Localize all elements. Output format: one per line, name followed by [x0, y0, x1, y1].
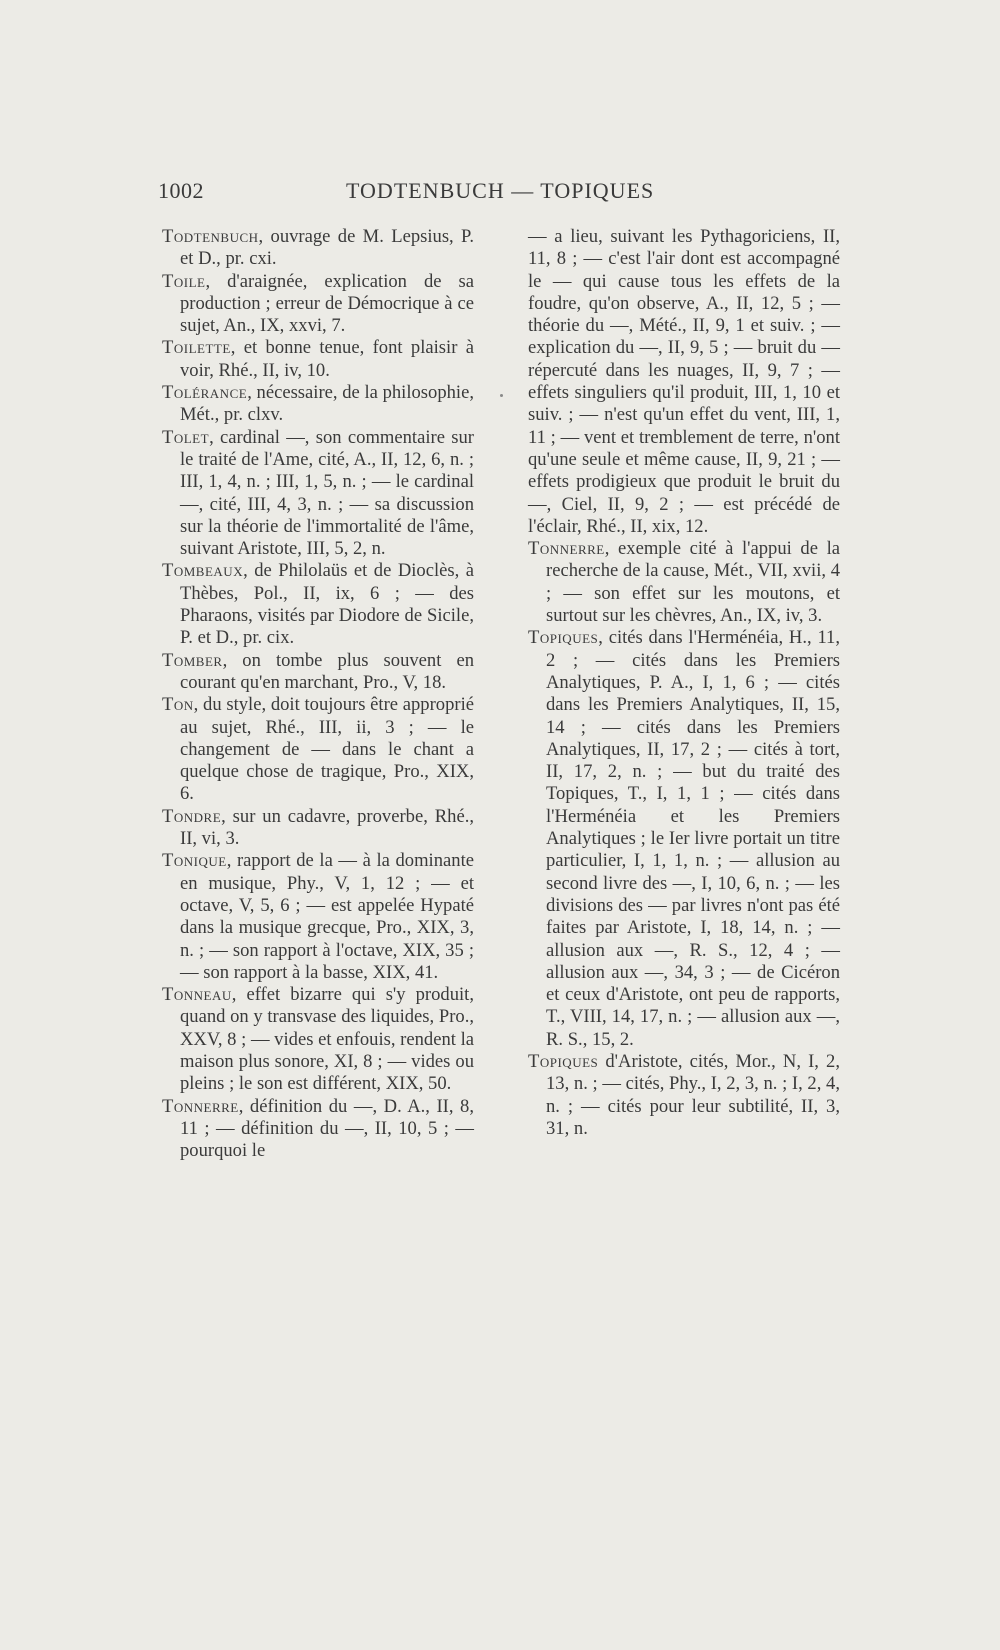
entry-headword: Toile — [162, 270, 206, 292]
entry-headword: Tondre — [162, 805, 222, 827]
entry-headword: Toilette — [162, 337, 231, 359]
entry-text: — a lieu, suivant les Pythagoriciens, II, 11, 8 ; — c'est l'air dont est accompagné le — qui cause tous les effets de la foudre, qu'on observe, A., II, 12, 5 ; — théorie du —, Mété., II, 9, 1 et suiv. ; — explication du —, II, 9, 5 ; — bruit du — répercuté dans les nuages, II, 9, 7 ; — effets singuliers qu'il produit, III, 1, 10 et suiv. ; — n'est qu'un effet du vent, III, 1, 11 ; — vent et tremblement de terre, n'ont qu'une seule et même cause, II, 9, 21 ; — effets prodigieux que produit le bruit du —, Ciel, II, 9, 2 ; — est précédé de l'éclair, Rhé., II, xix, 12. — [528, 226, 840, 537]
entry-headword: Tombeaux — [162, 560, 244, 582]
index-entry — [162, 650, 474, 695]
page-number: 1002 — [158, 178, 204, 203]
index-entry — [162, 984, 474, 1095]
index-entry — [162, 1096, 474, 1163]
page-title: TODTENBUCH — TOPIQUES — [346, 178, 655, 203]
entry-text: , cités dans l'Herménéia, H., 11, 2 ; — cités dans les Premiers Analytiques, P. A., I, 1, 6 ; — cités dans les Premiers Analytiques, II, 15, 14 ; — cités dans les Premiers Analytiques, II, 17, 2 ; — cités à tort, II, 17, 2, n. ; — but du traité des Topiques, T., I, 1, 1 ; — cités dans l'Herménéia et les Premiers Analytiques ; le Ier livre portait un titre particulier, I, 1, 1, n. ; — allusion au second livre des —, I, 10, 6, n. ; — les divisions des — par livres n'ont pas été faites par Aristote, I, 18, 14, n. ; — allusion aux —, R. S., 12, 4 ; — allusion aux —, 34, 3 ; — de Cicéron et ceux d'Aristote, ont peu de rapports, T., VIII, 14, 17, n. ; — allusion aux —, R. S., 15, 2. — [546, 627, 840, 1050]
entry-headword: Tonneau — [162, 984, 232, 1006]
entry-text: , exemple cité à l'appui de la recherche de la cause, Mét., VII, xvii, 4 ; — son effet sur les moutons, et surtout sur les chèvres, An., IX, iv, 3. — [546, 538, 840, 627]
entry-text: , définition du —, D. A., II, 8, 11 ; — définition du —, II, 10, 5 ; — pourquoi le — [180, 1095, 474, 1162]
index-entry — [528, 627, 840, 1051]
index-entry — [528, 538, 840, 627]
index-entry — [162, 427, 474, 561]
index-entry — [162, 382, 474, 427]
entry-text: , ouvrage de M. Lepsius, P. et D., pr. cxi. — [180, 226, 474, 270]
entry-text: , cardinal —, son commentaire sur le traité de l'Ame, cité, A., II, 12, 6, n. ; III, 1, 4, n. ; III, 1, 5, n. ; — le cardinal —, cité, III, 4, 3, n. ; — sa discussion sur la théorie de l'immortalité de l'âme, suivant Aristote, III, 5, 2, n. — [180, 426, 474, 560]
index-entry — [162, 850, 474, 984]
entry-headword: Tolérance — [162, 382, 248, 404]
print-speck — [500, 394, 503, 397]
entry-text: , rapport de la — à la dominante en musique, Phy., V, 1, 12 ; — et octave, V, 5, 6 ; — est appelée Hypaté dans la musique grecque, Pro., XIX, 3, n. ; — son rapport à l'octave, XIX, 35 ; — son rapport à la basse, XIX, 41. — [180, 850, 474, 983]
entry-text: , effet bizarre qui s'y produit, quand on y transvase des liquides, Pro., XXV, 8 ; — vides et enfouis, rendent la maison plus sonore, XI, 8 ; — vides ou pleins ; le son est différent, XIX, 50. — [180, 984, 475, 1095]
index-entry — [528, 1051, 840, 1140]
entry-text: , d'araignée, explication de sa production ; erreur de Démocrique à ce sujet, An., IX, xxvi, 7. — [180, 270, 474, 337]
entry-headword: Todtenbuch — [162, 226, 259, 247]
index-entry — [162, 560, 474, 649]
entry-headword: Tolet — [162, 426, 210, 448]
index-entry — [162, 806, 474, 851]
entry-headword: Tonnerre — [528, 538, 605, 560]
entry-text: , nécessaire, de la philosophie, Mét., pr. clxv. — [180, 382, 474, 426]
entry-headword: Topiques — [528, 1050, 599, 1072]
index-entry — [162, 271, 474, 338]
index-entry — [162, 337, 474, 382]
entry-text: , on tombe plus souvent en courant qu'en marchant, Pro., V, 18. — [180, 649, 474, 693]
index-entry-continuation — [528, 226, 840, 538]
entry-text: d'Aristote, cités, Mor., N, I, 2, 13, n. ; — cités, Phy., I, 2, 3, n. ; I, 2, 4, n. ; — cités pour leur subtilité, II, 3, 31, n. — [546, 1050, 840, 1139]
index-column-left — [162, 226, 474, 1162]
entry-text: , du style, doit toujours être approprié au sujet, Rhé., III, ii, 3 ; — le changement de — dans le chant a quelque chose de tragique, Pro., XIX, 6. — [180, 694, 474, 805]
index-entry — [162, 694, 474, 805]
index-entry — [162, 226, 474, 271]
entry-text: , de Philolaüs et de Dioclès, à Thèbes, Pol., II, ix, 6 ; — des Pharaons, visités par Diodore de Sicile, P. et D., pr. cix. — [180, 560, 474, 649]
entry-text: , et bonne tenue, font plaisir à voir, Rhé., II, iv, 10. — [180, 337, 474, 381]
entry-headword: Tonique — [162, 850, 227, 872]
entry-text: , sur un cadavre, proverbe, Rhé., II, vi, 3. — [180, 805, 474, 850]
entry-headword: Ton — [162, 694, 194, 716]
entry-headword: Topiques — [528, 627, 599, 649]
entry-headword: Tonnerre — [162, 1095, 239, 1117]
index-column-right — [528, 226, 840, 1140]
entry-headword: Tomber — [162, 649, 223, 671]
